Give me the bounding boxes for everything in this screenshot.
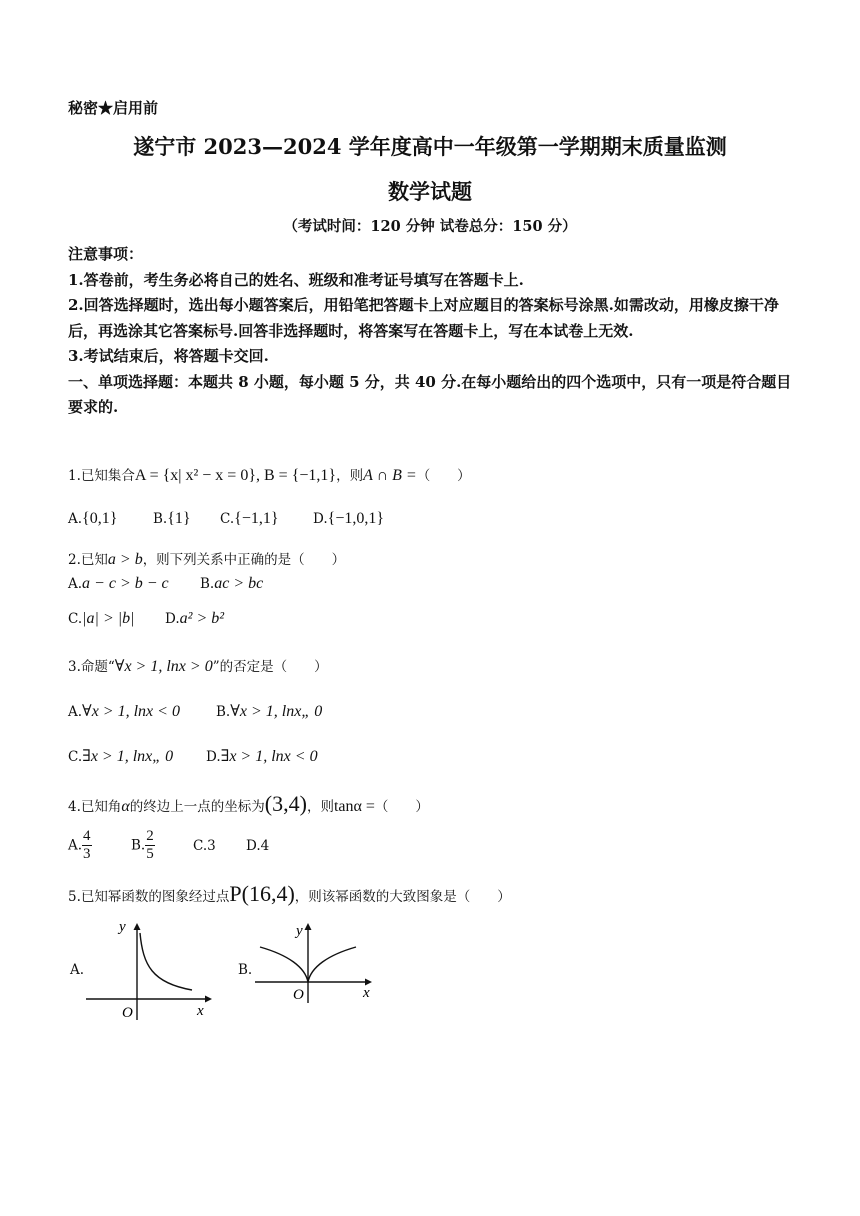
q4-option-d: D.4 <box>246 838 270 854</box>
q3-proposition: ∀x > 1, lnx > 0 <box>114 658 213 675</box>
q5-point: P(16,4) <box>229 881 295 906</box>
note-item: 3.考试结束后，将答题卡交回. <box>68 347 269 365</box>
q1-option-d: D.{−1,0,1} <box>313 510 385 527</box>
question-1 <box>68 464 471 485</box>
q3-option-d: D.∃x > 1, lnx < 0 <box>206 748 318 765</box>
graph-a-y-label: y <box>119 919 126 935</box>
graph-b <box>250 915 385 1010</box>
q1-paren: （ ） <box>416 468 471 484</box>
graph-a <box>80 915 215 1025</box>
graph-b-x-label: x <box>363 985 370 1001</box>
graph-b-y-arrow <box>305 923 312 930</box>
graph-b-y-label: y <box>296 923 303 939</box>
question-2: 2.已知a > b，则下列关系中正确的是（ ） <box>68 551 346 568</box>
q3-option-c: C.∃x > 1, lnx„ 0 <box>68 748 174 765</box>
notes-block <box>68 242 798 421</box>
graph-a-curve <box>140 933 192 990</box>
q4-option-b: B. $\frac{2}{5}$ <box>131 828 154 862</box>
q1-option-c: C.{−1,1} <box>220 510 279 527</box>
graph-a-x-arrow <box>205 996 212 1003</box>
exam-subtitle: 数学试题 <box>388 179 472 204</box>
q1-set-a: A = {x| x² − x = 0} <box>134 467 256 484</box>
exam-info: （考试时间：120 分钟 试卷总分：150 分） <box>283 218 577 235</box>
q4-point: (3,4) <box>264 791 307 816</box>
q1-expr: A ∩ B = <box>363 467 417 484</box>
exam-title: 遂宁市 2023—2024 学年度高中一年级第一学期期末质量监测 <box>133 134 727 159</box>
note-item: 2.回答选择题时，选出每小题答案后，用铅笔把答题卡上对应题目的答案标号涂黑.如需改动，用橡皮擦干净后，再选涂其它答案标号.回答非选择题时，将答案写在答题卡上，写在本试卷上无效. <box>68 296 779 340</box>
graph-a-y-arrow <box>134 923 141 930</box>
graph-b-curve-right <box>308 947 356 982</box>
q2-option-a: A.a − c > b − c <box>68 575 169 592</box>
confidential-label: 秘密★启用前 <box>68 99 159 117</box>
q4-option-c: C.3 <box>193 838 216 854</box>
question-3: 3.命题“∀x > 1, lnx > 0”的否定是（ ） <box>68 658 328 675</box>
q1-prefix: 1.已知集合 <box>68 468 135 484</box>
q3-option-b: B.∀x > 1, lnx„ 0 <box>216 703 323 720</box>
q2-option-b: B.ac > bc <box>200 575 264 592</box>
q4-fraction-b: $\frac{2}{5}$ <box>146 828 154 862</box>
graph-a-label: A. <box>70 962 85 978</box>
note-item: 1.答卷前，考生务必将自己的姓名、班级和准考证号填写在答题卡上. <box>68 270 524 289</box>
q1-mid: ，则 <box>336 468 364 484</box>
q4-option-a: A. $\frac{4}{3}$ <box>68 828 91 862</box>
graph-b-label: B. <box>238 962 253 978</box>
graph-a-origin: O <box>122 1005 133 1021</box>
graph-b-origin: O <box>293 987 304 1003</box>
q3-option-a: A.∀x > 1, lnx < 0 <box>68 703 180 720</box>
question-5: 5.已知幂函数的图象经过点P(16,4)，则该幂函数的大致图象是（ ） <box>68 881 511 906</box>
q1-set-b: , B = {−1,1} <box>256 467 337 484</box>
q4-fraction-a: $\frac{4}{3}$ <box>83 828 91 862</box>
q1-option-b: B.{1} <box>153 510 191 527</box>
graph-a-x-label: x <box>197 1003 204 1019</box>
section-heading: 一、单项选择题：本题共 8 小题，每小题 5 分，共 40 分.在每小题给出的四个选项中，只有一项是符合题目要求的. <box>68 372 792 416</box>
question-4: 4.已知角α的终边上一点的坐标为(3,4)，则tanα =（ ） <box>68 791 429 816</box>
graph-b-curve-left <box>260 947 308 982</box>
q2-condition: a > b <box>107 551 143 568</box>
notes-heading: 注意事项： <box>68 245 144 263</box>
q1-option-a: A.{0,1} <box>68 510 118 527</box>
q4-expr: tanα = <box>333 798 375 815</box>
q2-option-d: D.a² > b² <box>165 610 225 627</box>
q2-option-c: C.|a| > |b| <box>68 610 135 627</box>
